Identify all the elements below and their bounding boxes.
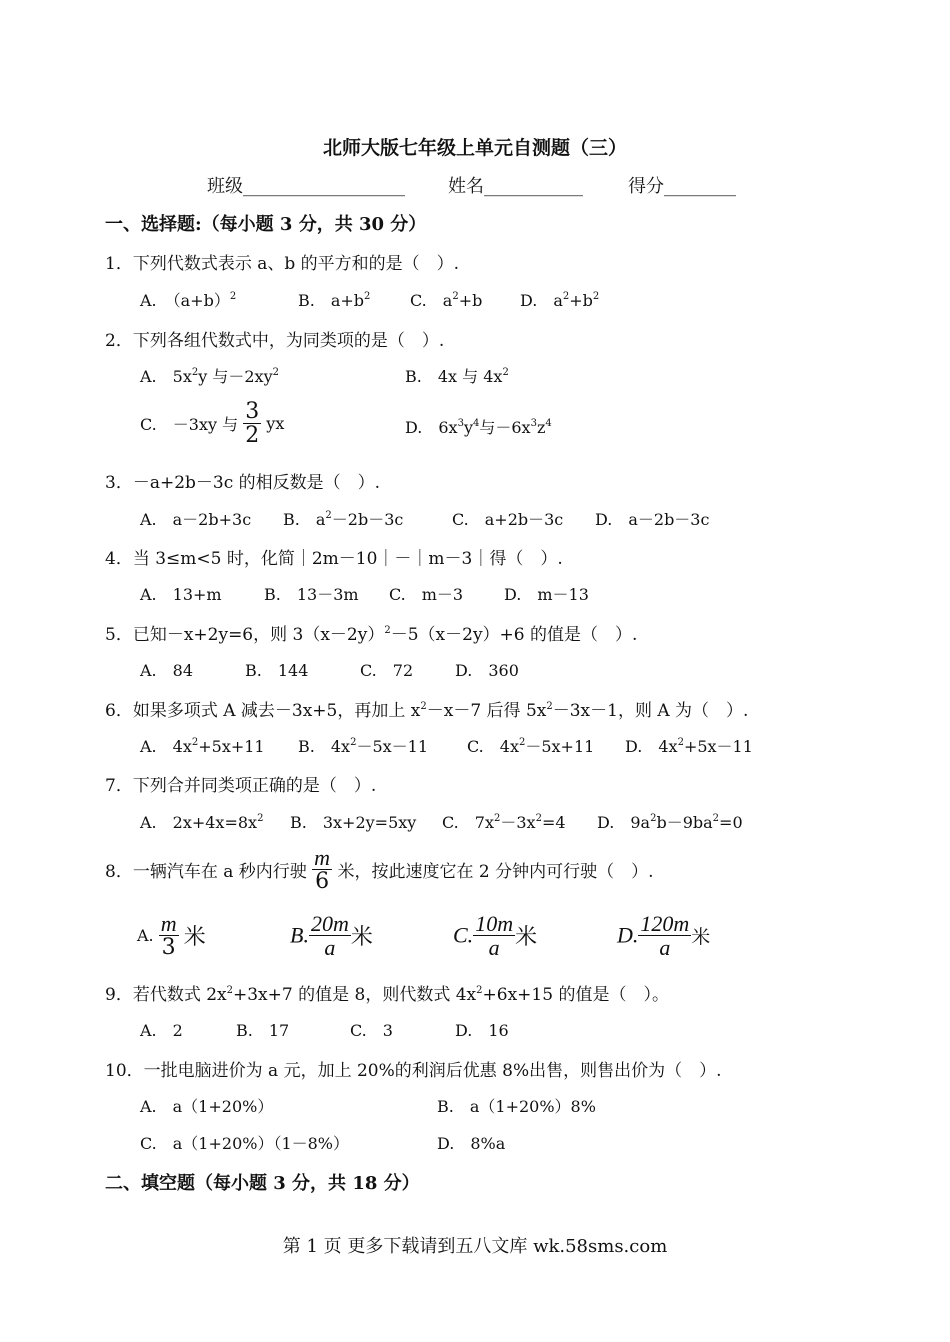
q7-option-b: B. 3x+2y=5xy [290, 813, 417, 832]
question-10: 10．一批电脑进价为 a 元，加上 20%的利润后优惠 8%出售，则售出价为（ ）. [105, 1061, 722, 1081]
q3-option-c: C. a+2b－3c [452, 510, 564, 529]
q10-option-b: B. a（1+20%）8% [437, 1097, 596, 1116]
q4-option-d: D. m－13 [504, 585, 589, 604]
q3-option-d: D. a－2b－3c [595, 510, 710, 529]
q9-option-c: C. 3 [350, 1021, 393, 1040]
q2-option-a: A. $5x^2y$ 与$-2xy^2$ [140, 367, 279, 386]
fraction-20m-over-a: $\frac{20m}{a}$ [310, 911, 349, 961]
q7-option-d: D. $9a^2b-9ba^2=0$ [597, 813, 743, 832]
page-footer: 第 1 页 更多下载请到五八文库 wk.58sms.com [282, 1236, 668, 1257]
q1-option-d: D. $a^2+b^2$ [520, 291, 600, 310]
q4-option-b: B. 13－3m [264, 585, 359, 604]
q6-option-b: B. $4x^2-5x-11$ [298, 737, 429, 756]
question-8: 8．一辆汽车在 a 秒内行驶 $\frac{m}{6}$ 米，按此速度它在 2 分钟内可行驶（ ）. [105, 845, 654, 895]
q2-option-d: D. $6x^3y^4$与$-6x^3z^4$ [405, 418, 552, 437]
q8-option-c: C. $\frac{10m}{a}$ 米 [453, 911, 538, 961]
q6-option-c: C. $4x^2-5x+11$ [467, 737, 595, 756]
q5-option-c: C. 72 [360, 661, 414, 680]
score-field-label: 得分________ [628, 176, 736, 197]
q10-option-c: C. a（1+20%）（1－8%） [140, 1134, 350, 1153]
q8-option-b: B. $\frac{20m}{a}$ 米 [290, 911, 373, 961]
q9-option-a: A. 2 [140, 1021, 183, 1040]
page-title: 北师大版七年级上单元自测题（三） [322, 137, 627, 159]
q2-option-b: B. 4x 与 $4x^2$ [405, 367, 509, 386]
question-7: 7．下列合并同类项正确的是（ ）. [105, 776, 377, 796]
fraction-m-over-6: $\frac{m}{6}$ [314, 845, 331, 895]
q3-option-a: A. a－2b+3c [140, 510, 252, 529]
fraction-120m-over-a: $\frac{120m}{a}$ [640, 911, 690, 961]
fraction-m-over-3: $\frac{m}{3}$ [160, 911, 177, 961]
q10-option-a: A. a（1+20%） [140, 1097, 274, 1116]
class-field-label: 班级__________________ [207, 176, 405, 197]
q5-option-a: A. 84 [140, 661, 194, 680]
q10-option-d: D. 8%a [437, 1134, 506, 1153]
q6-option-d: D. $4x^2+5x-11$ [625, 737, 753, 756]
q1-option-a: A. $(a+b)^2$ [140, 291, 237, 310]
q5-option-b: B. 144 [245, 661, 309, 680]
q9-option-d: D. 16 [455, 1021, 509, 1040]
q8-option-d: D. $\frac{120m}{a}$ 米 [617, 911, 711, 961]
q2-option-c: C. －3xy 与 $\frac{3}{2}$ yx [140, 399, 285, 449]
section-multiple-choice: 一、选择题:（每小题 3 分，共 30 分） [105, 214, 427, 235]
fraction-10m-over-a: $\frac{10m}{a}$ [475, 911, 514, 961]
question-1: 1．下列代数式表示 a、b 的平方和的是（ ）. [105, 254, 460, 274]
question-6: 6．如果多项式 A 减去－3x+5，再加上 $x^2-x-7$ 后得 $5x^2-3x-1$，则 A 为（ ）. [105, 701, 749, 721]
q4-option-c: C. m－3 [389, 585, 464, 604]
q7-option-a: A. $2x+4x=8x^2$ [140, 813, 264, 832]
section-fill-in-blank: 二、填空题（每小题 3 分，共 18 分） [105, 1173, 420, 1194]
question-3: 3．－a+2b－3c 的相反数是（ ）. [105, 473, 381, 493]
name-field-label: 姓名___________ [448, 176, 583, 197]
q5-option-d: D. 360 [455, 661, 519, 680]
q7-option-c: C. $7x^2-3x^2=4$ [442, 813, 566, 832]
question-5: 5．已知－x+2y=6，则 $3(x-2y)^2-5(x-2y)+6$ 的值是（ ）. [105, 625, 638, 645]
q8-option-a: A. $\frac{m}{3}$ 米 [137, 911, 206, 961]
q4-option-a: A. 13+m [140, 585, 222, 604]
fraction-three-halves: $\frac{3}{2}$ [245, 399, 260, 449]
q6-option-a: A. $4x^2+5x+11$ [140, 737, 265, 756]
q3-option-b: B. $a^2-2b-3c$ [283, 510, 404, 529]
question-2: 2．下列各组代数式中，为同类项的是（ ）. [105, 331, 445, 351]
question-9: 9．若代数式 $2x^2+3x+7$ 的值是 8，则代数式 $4x^2+6x+15$ 的值是（ ）。 [105, 985, 669, 1005]
q9-option-b: B. 17 [236, 1021, 290, 1040]
q1-option-b: B. $a+b^2$ [298, 291, 371, 310]
question-4: 4．当 3≤m<5 时，化简｜2m－10｜－｜m－3｜得（ ）. [105, 549, 563, 569]
q1-option-c: C. $a^2+b$ [410, 291, 483, 310]
